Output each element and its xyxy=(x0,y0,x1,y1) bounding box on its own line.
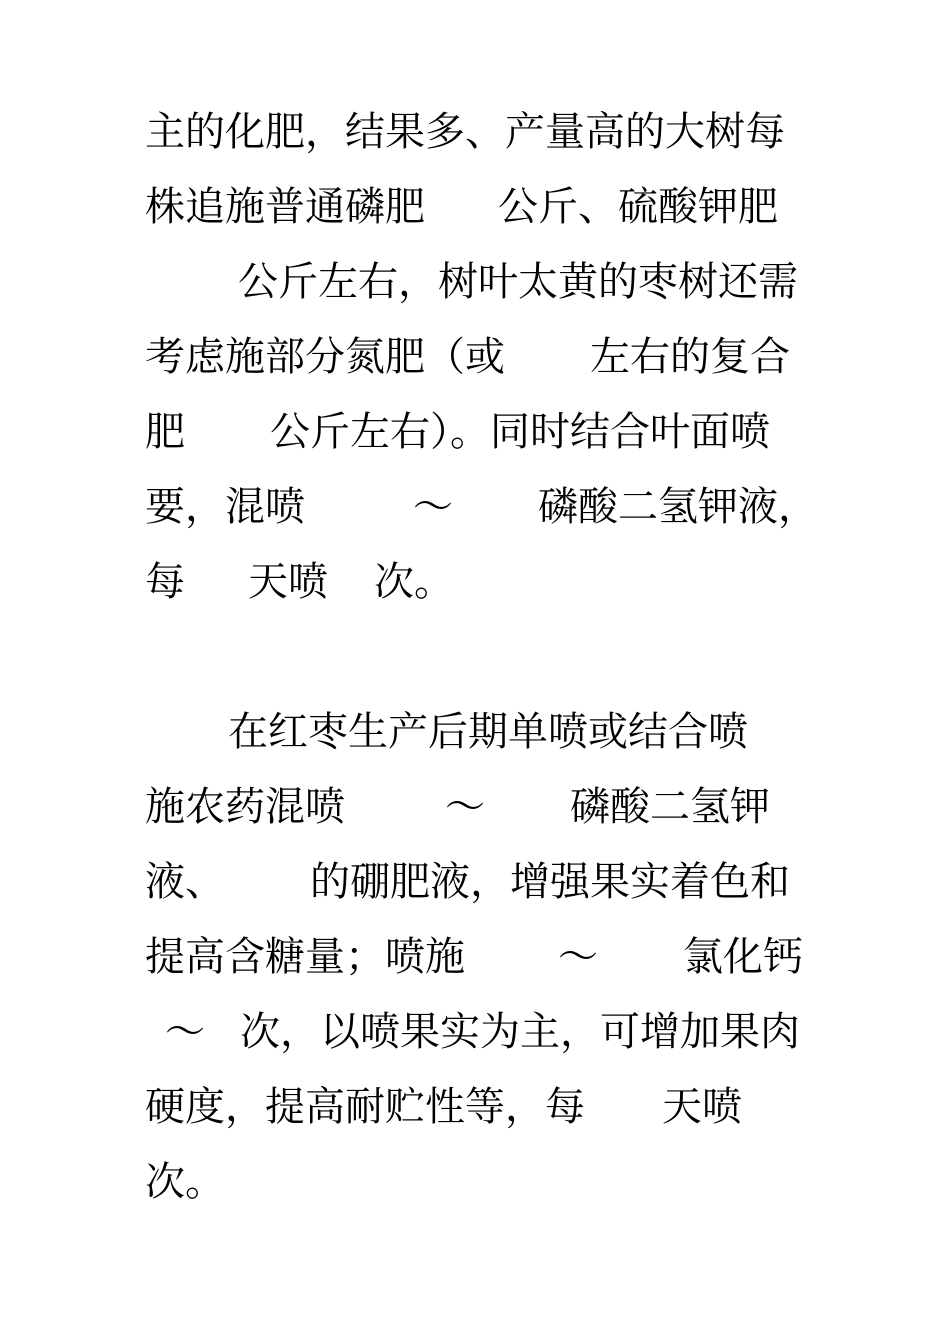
p2-line-5-text-b: 次，以喷果实为主，可增加果肉 xyxy=(240,1009,800,1055)
p1-line-1-text: 主的化肥，结果多、产量高的大树每 xyxy=(145,109,785,155)
p1-line-6-text-a: 要，混喷 xyxy=(145,484,305,530)
p1-line-5 xyxy=(0,402,950,462)
p1-line-4-text-b: 左右的复合 xyxy=(590,334,790,380)
p2-line-2-text-a: 施农药混喷 xyxy=(145,784,345,830)
p2-line-5-tilde: ～ xyxy=(165,1009,205,1055)
p1-line-2 xyxy=(0,177,950,237)
p2-line-6 xyxy=(0,1077,950,1137)
p1-line-2-text-a: 株追施普通磷肥 xyxy=(145,184,425,230)
p2-line-4-text-c: 氯化钙 xyxy=(683,934,803,980)
p2-line-6-text-b: 天喷 xyxy=(662,1084,742,1130)
p2-line-3 xyxy=(0,852,950,912)
p2-line-1 xyxy=(0,702,950,762)
p1-line-7-text-b: 天喷 xyxy=(248,559,328,605)
p2-line-3-text-b: 的硼肥液，增强果实着色和 xyxy=(310,859,790,905)
p1-line-3 xyxy=(0,252,950,312)
p1-line-7-text-c: 次。 xyxy=(374,559,454,605)
p1-line-5-text-a: 肥 xyxy=(145,409,185,455)
p1-line-6-text-c: 磷酸二氢钾液， xyxy=(538,484,818,530)
p2-line-4-text-a: 提高含糖量；喷施 xyxy=(145,934,465,980)
p2-line-2-tilde: ～ xyxy=(445,784,485,830)
p2-line-2-text-c: 磷酸二氢钾 xyxy=(570,784,770,830)
p2-line-6-text-a: 硬度，提高耐贮性等，每 xyxy=(145,1084,585,1130)
p2-line-3-text-a: 液、 xyxy=(145,859,225,905)
p1-line-2-text-b: 公斤、硫酸钾肥 xyxy=(498,184,778,230)
p2-line-5 xyxy=(0,1002,950,1062)
p2-line-7-text: 次。 xyxy=(145,1159,225,1205)
p2-line-4-tilde: ～ xyxy=(558,934,598,980)
p1-line-5-text-b: 公斤左右）。同时结合叶面喷 xyxy=(270,409,770,455)
p2-line-7 xyxy=(0,1152,950,1212)
p2-line-1-text: 在红枣生产后期单喷或结合喷 xyxy=(228,709,748,755)
p1-line-3-text: 公斤左右，树叶太黄的枣树还需 xyxy=(238,259,798,305)
p2-line-2 xyxy=(0,777,950,837)
p1-line-4 xyxy=(0,327,950,387)
p1-line-6 xyxy=(0,477,950,537)
p1-line-1 xyxy=(0,102,950,162)
p2-line-4 xyxy=(0,927,950,987)
p1-line-7-text-a: 每 xyxy=(145,559,185,605)
p1-line-4-text-a: 考虑施部分氮肥（或 xyxy=(145,334,505,380)
p1-line-6-tilde: ～ xyxy=(413,484,453,530)
p1-line-7 xyxy=(0,552,950,612)
